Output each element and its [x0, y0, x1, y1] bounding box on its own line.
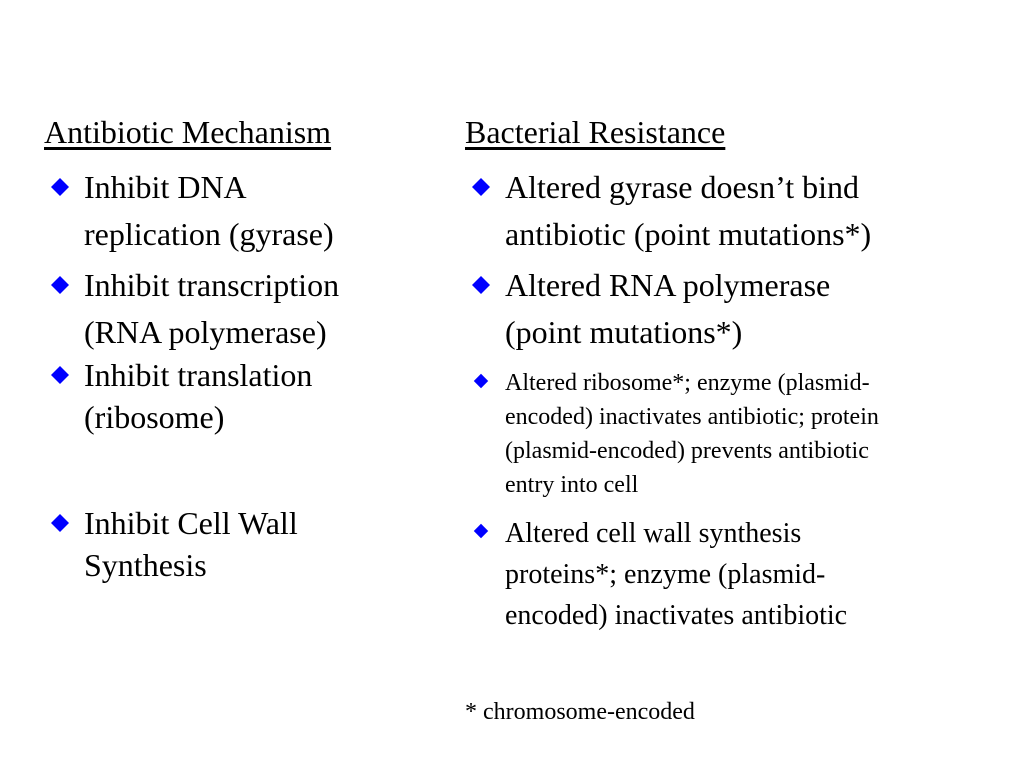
diamond-bullet-icon	[473, 373, 489, 389]
item-line: Altered ribosome*; enzyme (plasmid-	[505, 370, 870, 396]
item-line: replication (gyrase)	[84, 216, 334, 252]
item-line: encoded) inactivates antibiotic; protein	[505, 404, 879, 430]
diamond-bullet-icon	[50, 513, 70, 533]
item-line: Altered gyrase doesn’t bind	[505, 169, 859, 205]
item-line: (ribosome)	[84, 399, 225, 435]
resistance-item-rna-polymerase	[465, 262, 1010, 356]
item-line: entry into cell	[505, 472, 639, 498]
item-line: Inhibit transcription	[84, 267, 340, 303]
item-line: Inhibit translation	[84, 357, 313, 393]
item-line: (RNA polymerase)	[84, 314, 327, 350]
diamond-bullet-icon	[473, 523, 489, 539]
item-line: proteins*; enzyme (plasmid-	[505, 559, 826, 590]
item-line: Inhibit DNA	[84, 169, 247, 205]
diamond-bullet-icon	[50, 275, 70, 295]
resistance-item-ribosome	[465, 366, 1010, 502]
diamond-bullet-icon	[50, 177, 70, 197]
item-line: antibiotic (point mutations*)	[505, 216, 872, 252]
item-line: encoded) inactivates antibiotic	[505, 600, 848, 631]
resistance-item-gyrase	[465, 164, 1010, 258]
item-line: (point mutations*)	[505, 314, 743, 350]
footnote: * chromosome-encoded	[465, 699, 695, 725]
item-line: Altered RNA polymerase	[505, 267, 831, 303]
diamond-bullet-icon	[471, 275, 491, 295]
resistance-item-cell-wall	[465, 513, 1010, 636]
antibiotic-mechanism-heading: Antibiotic Mechanism	[44, 114, 332, 150]
item-line: Altered cell wall synthesis	[505, 518, 802, 549]
mechanism-item-cell-wall	[44, 502, 424, 586]
mechanism-item-dna	[44, 164, 424, 258]
item-line: Synthesis	[84, 547, 207, 583]
antibiotic-mechanism-column	[44, 113, 424, 586]
bacterial-resistance-heading: Bacterial Resistance	[465, 114, 726, 150]
bacterial-resistance-column	[465, 113, 1010, 636]
diamond-bullet-icon	[50, 365, 70, 385]
mechanism-item-translation	[44, 354, 424, 438]
item-line: Inhibit Cell Wall	[84, 505, 298, 541]
item-line: (plasmid-encoded) prevents antibiotic	[505, 438, 869, 464]
mechanism-item-transcription	[44, 262, 424, 356]
diamond-bullet-icon	[471, 177, 491, 197]
